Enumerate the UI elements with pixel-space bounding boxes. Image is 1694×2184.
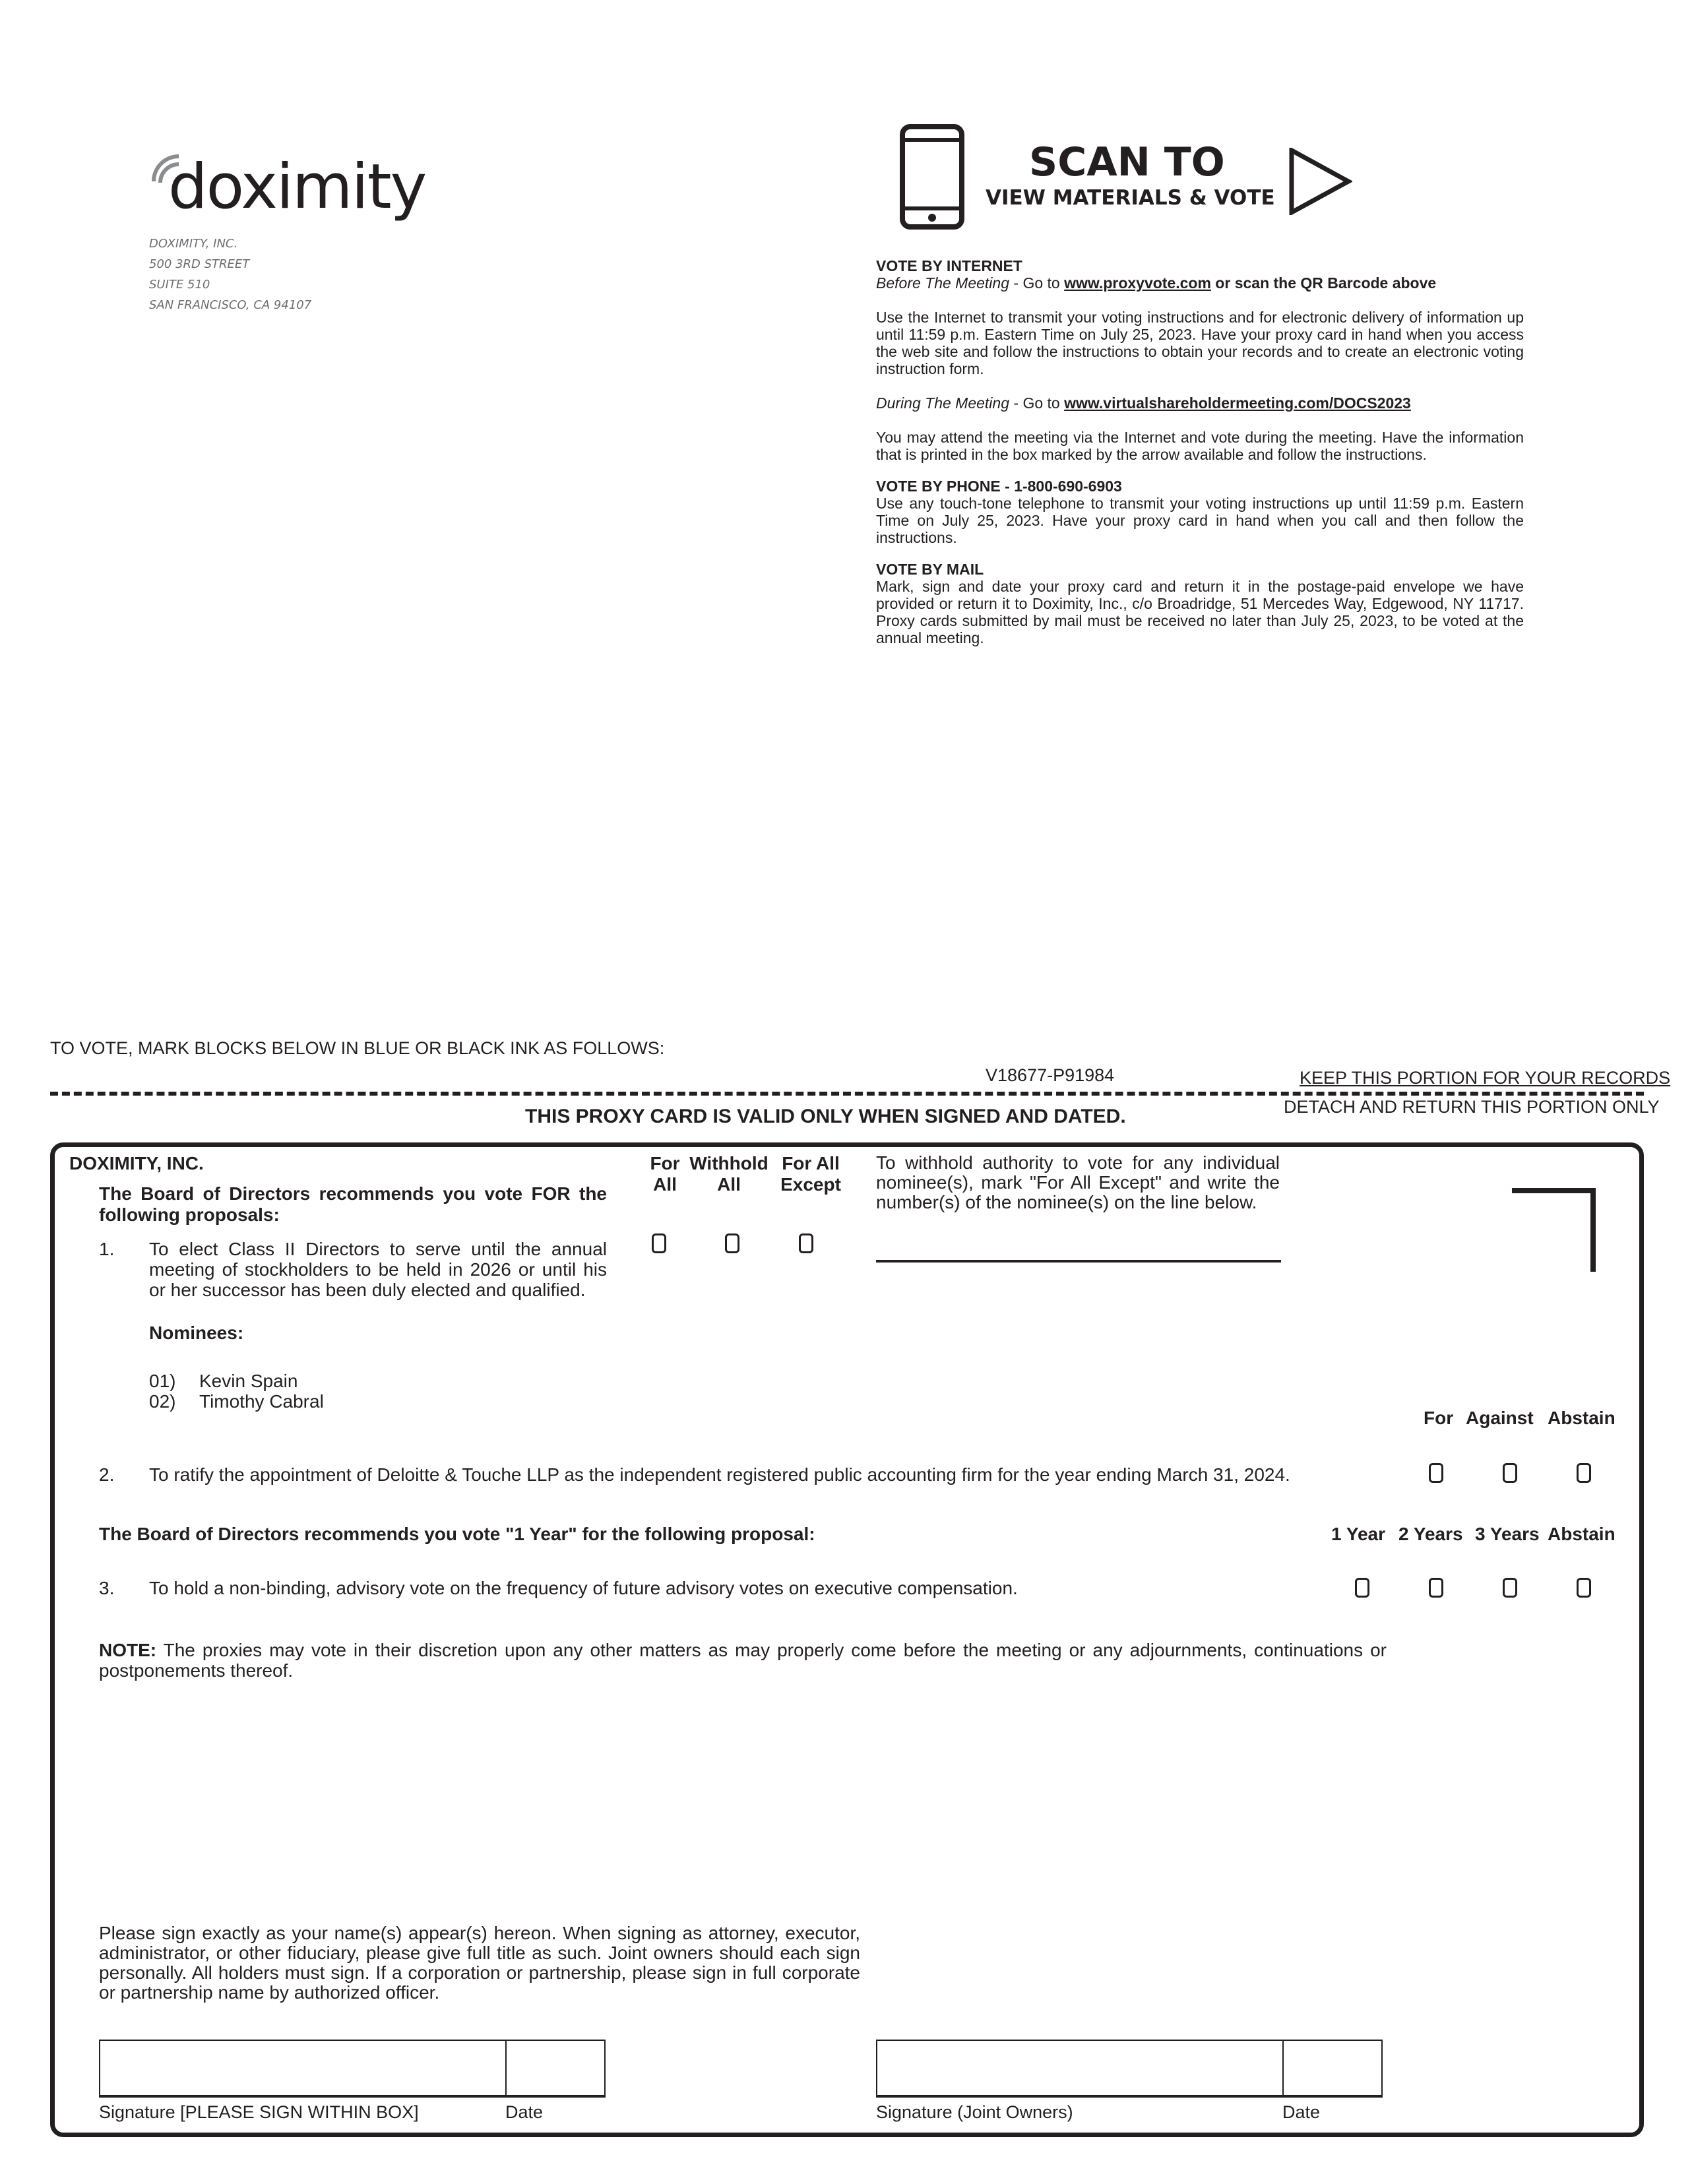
address-line: 500 3RD STREET xyxy=(149,257,250,271)
checkbox-item3-abstain[interactable] xyxy=(1577,1578,1591,1598)
valid-notice: THIS PROXY CARD IS VALID ONLY WHEN SIGNED AND DATED. xyxy=(525,1106,1126,1127)
recommendation-1: The Board of Directors recommends you vote FOR the following proposals: xyxy=(99,1183,607,1225)
signature-box[interactable] xyxy=(99,2040,507,2098)
col-abstain-2: Abstain xyxy=(1548,1524,1616,1544)
nominee-row xyxy=(149,1371,545,1391)
vote-mail-para: Mark, sign and date your proxy card and return it in the postage-paid envelope we have provided or return it to Doximity, Inc., c/o Broadridge, 51 Mercedes Way, Edgewood, NY 11717. Proxy cards submitted by mail must be received no later than July 25, 2023, to be voted at the annual meeting. xyxy=(876,578,1524,646)
date-label: Date xyxy=(505,2102,544,2122)
col-except-line2: Except xyxy=(780,1174,841,1195)
before-go: - Go to xyxy=(1009,274,1065,292)
col-for-all-line2: All xyxy=(653,1174,677,1195)
company-logo xyxy=(148,148,452,228)
checkbox-withhold-all[interactable] xyxy=(725,1233,739,1253)
col-2-years: 2 Years xyxy=(1398,1524,1463,1544)
control-number: V18677-P91984 xyxy=(986,1065,1115,1085)
before-label: Before The Meeting xyxy=(876,274,1010,292)
during-label: During The Meeting xyxy=(876,394,1009,412)
keep-portion-label: KEEP THIS PORTION FOR YOUR RECORDS xyxy=(1300,1068,1671,1088)
item2-number: 2. xyxy=(99,1464,115,1485)
col-for: For xyxy=(1424,1408,1454,1428)
joint-signature-box[interactable] xyxy=(876,2040,1284,2098)
address-line: SUITE 510 xyxy=(149,278,210,292)
item1-number: 1. xyxy=(99,1239,115,1259)
col-against: Against xyxy=(1466,1408,1534,1428)
checkbox-item3-2-years[interactable] xyxy=(1429,1578,1443,1598)
joint-signature-label: Signature (Joint Owners) xyxy=(876,2102,1073,2122)
scan-subtitle: VIEW MATERIALS & VOTE xyxy=(986,186,1275,210)
col-3-years: 3 Years xyxy=(1475,1524,1540,1544)
sign-instructions: Please sign exactly as your name(s) appear(s) hereon. When signing as attorney, executor, administrator, or other fiduciary, please give full title as such. Joint owners should each sign personally. All holders must sign. If a corporation or partnership, please sign in full corporate or partnership name by authorized officer. xyxy=(99,1923,860,2003)
vote-mail-heading: VOTE BY MAIL xyxy=(876,561,984,578)
col-abstain: Abstain xyxy=(1548,1408,1616,1428)
joint-date-label: Date xyxy=(1282,2102,1321,2122)
col-withhold-line1: Withhold xyxy=(689,1153,769,1173)
scan-title: SCAN TO xyxy=(1029,139,1225,185)
internet-para1: Use the Internet to transmit your voting instructions and for electronic delivery of information up until 11:59 p.m. Eastern Time on July 25, 2023. Have your proxy card in hand when you access the web site and follow the instructions to obtain your records and to create an electronic voting instruction form. xyxy=(876,309,1524,377)
arrow-triangle-icon xyxy=(1289,148,1352,215)
virtual-meeting-link[interactable]: www.virtualshareholdermeeting.com/DOCS2023 xyxy=(1064,394,1411,412)
address-line: SAN FRANCISCO, CA 94107 xyxy=(149,298,312,312)
checkbox-item2-for[interactable] xyxy=(1429,1463,1443,1483)
nominees-label: Nominees: xyxy=(149,1323,244,1343)
nominee-exception-line[interactable] xyxy=(876,1260,1281,1263)
vote-phone-para: Use any touch-tone telephone to transmit your voting instructions up until 11:59 p.m. Eastern Time on July 25, 2023. Have your proxy card in hand when you call and then follow the instructions. xyxy=(876,495,1524,546)
logo-wordmark: doximity xyxy=(168,151,426,223)
nominee-row xyxy=(149,1391,545,1412)
before-meeting-line xyxy=(876,274,1524,292)
date-box[interactable] xyxy=(505,2040,606,2098)
marking-instructions: TO VOTE, MARK BLOCKS BELOW IN BLUE OR BLACK INK AS FOLLOWS: xyxy=(50,1038,665,1058)
note xyxy=(99,1640,1387,1681)
col-1-year: 1 Year xyxy=(1331,1524,1386,1544)
checkbox-for-all[interactable] xyxy=(652,1233,666,1253)
proxyvote-link[interactable]: www.proxyvote.com xyxy=(1064,274,1211,292)
item3-number: 3. xyxy=(99,1578,115,1598)
during-meeting-line xyxy=(876,394,1524,412)
nominee-number: 01) xyxy=(149,1371,176,1391)
checkbox-for-all-except[interactable] xyxy=(799,1233,813,1253)
note-text: The proxies may vote in their discretion upon any other matters as may properly come before the meeting or any adjournments, continuations or postponements thereof. xyxy=(99,1640,1387,1681)
nominee-name: Timothy Cabral xyxy=(199,1391,324,1412)
signature-label: Signature [PLEASE SIGN WITHIN BOX] xyxy=(99,2102,419,2122)
detach-line xyxy=(50,1092,1644,1096)
col-for-all-line1: For xyxy=(650,1153,680,1173)
during-go: - Go to xyxy=(1009,394,1065,412)
nominee-name: Kevin Spain xyxy=(199,1371,298,1391)
before-tail: or scan the QR Barcode above xyxy=(1210,274,1437,292)
address-line: DOXIMITY, INC. xyxy=(149,237,238,251)
vote-internet-heading: VOTE BY INTERNET xyxy=(876,257,1022,274)
note-label: NOTE: xyxy=(99,1640,157,1660)
vote-phone-heading: VOTE BY PHONE - 1-800-690-6903 xyxy=(876,478,1122,495)
col-withhold-line2: All xyxy=(717,1174,741,1195)
item3-text: To hold a non-binding, advisory vote on the frequency of future advisory votes on executive compensation. xyxy=(149,1578,1018,1598)
col-for-all xyxy=(645,1153,685,1195)
col-withhold-all xyxy=(686,1153,772,1195)
card-company: DOXIMITY, INC. xyxy=(69,1153,204,1173)
checkbox-item2-against[interactable] xyxy=(1503,1463,1517,1483)
phone-icon xyxy=(900,124,964,230)
joint-date-box[interactable] xyxy=(1282,2040,1383,2098)
detach-portion-label: DETACH AND RETURN THIS PORTION ONLY xyxy=(1284,1097,1660,1117)
company-address xyxy=(149,234,413,315)
col-for-all-except xyxy=(776,1153,846,1195)
col-except-line1: For All xyxy=(782,1153,840,1173)
vote-internet-section xyxy=(876,257,1524,646)
nominee-number: 02) xyxy=(149,1391,176,1412)
checkbox-item2-abstain[interactable] xyxy=(1577,1463,1591,1483)
checkbox-item3-3-years[interactable] xyxy=(1503,1578,1517,1598)
nominee-list xyxy=(149,1371,545,1412)
checkbox-item3-1-year[interactable] xyxy=(1355,1578,1369,1598)
item2-text: To ratify the appointment of Deloitte & Touche LLP as the independent registered public accounting firm for the year ending March 31, 2024. xyxy=(149,1464,1290,1485)
corner-bracket-icon xyxy=(1511,1187,1596,1273)
recommendation-2: The Board of Directors recommends you vote "1 Year" for the following proposal: xyxy=(99,1524,815,1544)
item1-text: To elect Class II Directors to serve until the annual meeting of stockholders to be held in 2026 or until his or her successor has been duly elected and qualified. xyxy=(149,1239,607,1300)
internet-para2: You may attend the meeting via the Internet and vote during the meeting. Have the information that is printed in the box marked by the arrow available and follow the instructions. xyxy=(876,429,1524,463)
withhold-note: To withhold authority to vote for any individual nominee(s), mark "For All Except" and write the number(s) of the nominee(s) on the line below. xyxy=(876,1152,1280,1212)
